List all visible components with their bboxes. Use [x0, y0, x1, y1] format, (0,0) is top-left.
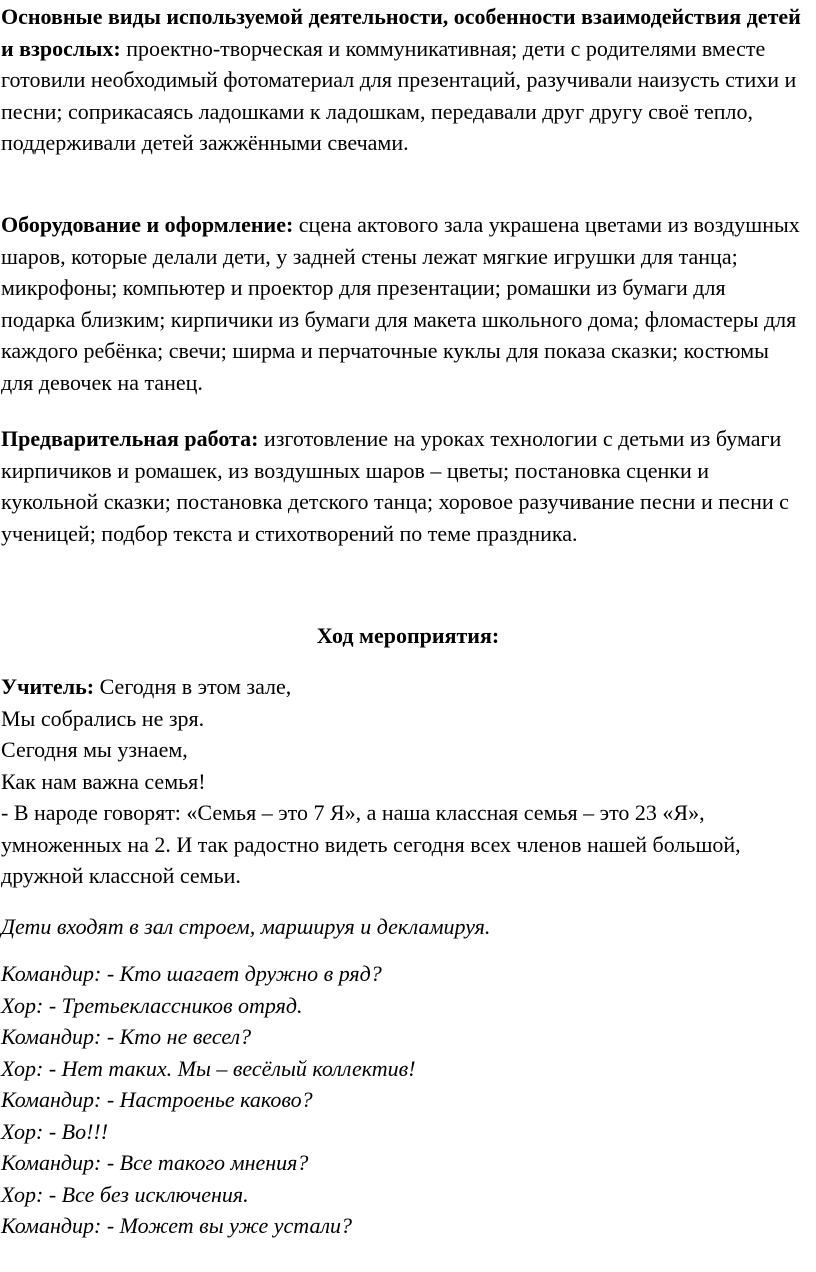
- dialogue-line: Командир: - Может вы уже устали?: [1, 1213, 353, 1238]
- activities-paragraph: [1, 1, 801, 159]
- equipment-text: сцена актового зала украшена цветами из воздушных шаров, которые делали дети, у задней стены лежат мягкие игрушки для танца; микрофоны; компьютер и проектор для презентации; ромашки из бумаги для подарка близким; кирпичики из бумаги для макета школьного дома; фломастеры для каждого ребёнка; свечи; ширма и перчаточные куклы для показа сказки; костюмы для девочек на танец.: [1, 212, 800, 395]
- teacher-line-1: [1, 671, 811, 703]
- teacher-verse-line: Мы собрались не зря.: [1, 705, 205, 731]
- dialogue-block: [1, 958, 801, 1242]
- event-heading: Ход мероприятия:: [316, 623, 500, 648]
- activities-label: Основные виды используемой деятельности, особенности взаимодействия детей и взрослых:: [1, 4, 801, 61]
- dialogue-line: Хор: - Нет таких. Мы – весёлый коллектив!: [1, 1055, 416, 1081]
- dialogue-line: Командир: - Кто шагает дружно в ряд?: [1, 961, 382, 986]
- dialogue-line: Хор: - Все без исключения.: [1, 1181, 249, 1207]
- teacher-speech: - В народе говорят: «Семья – это 7 Я», а наша классная семья – это 23 «Я», умноженных на 2. И так радостно видеть сегодня всех членов нашей большой, дружной классной семьи.: [1, 800, 741, 888]
- teacher-verse-line: Как нам важна семья!: [1, 768, 206, 794]
- dialogue-line: Командир: - Все такого мнения?: [1, 1150, 309, 1175]
- teacher-verse-line: Сегодня в этом зале,: [99, 674, 292, 699]
- teacher-block: [1, 671, 811, 892]
- equipment-paragraph: [1, 209, 801, 398]
- stage-direction: Дети входят в зал строем, маршируя и декламируя.: [1, 914, 491, 939]
- dialogue-line: Командир: - Кто не весел?: [1, 1024, 252, 1049]
- dialogue-line: Хор: - Третьеклассников отряд.: [1, 992, 303, 1018]
- equipment-label: Оборудование и оформление:: [1, 212, 294, 237]
- dialogue-line: Хор: - Во!!!: [1, 1118, 109, 1144]
- preparation-label: Предварительная работа:: [1, 426, 259, 451]
- preparation-paragraph: [1, 423, 811, 549]
- teacher-label: Учитель:: [1, 674, 95, 699]
- activities-text: проектно-творческая и коммуникативная; дети с родителями вместе готовили необходимый фотоматериал для презентаций, разучивали наизусть стихи и песни; соприкасаясь ладошками к ладошкам, передавали друг другу своё тепло, поддерживали детей зажжёнными свечами.: [1, 35, 797, 155]
- preparation-text: изготовление на уроках технологии с детьми из бумаги кирпичиков и ромашек, из воздушных шаров – цветы; постановка сценки и кукольной сказки; постановка детского танца; хоровое разучивание песни и песни с ученицей; подбор текста и стихотворений по теме праздника.: [1, 426, 789, 546]
- dialogue-line: Командир: - Настроенье каково?: [1, 1087, 313, 1112]
- teacher-verse-line: Сегодня мы узнаем,: [1, 737, 188, 762]
